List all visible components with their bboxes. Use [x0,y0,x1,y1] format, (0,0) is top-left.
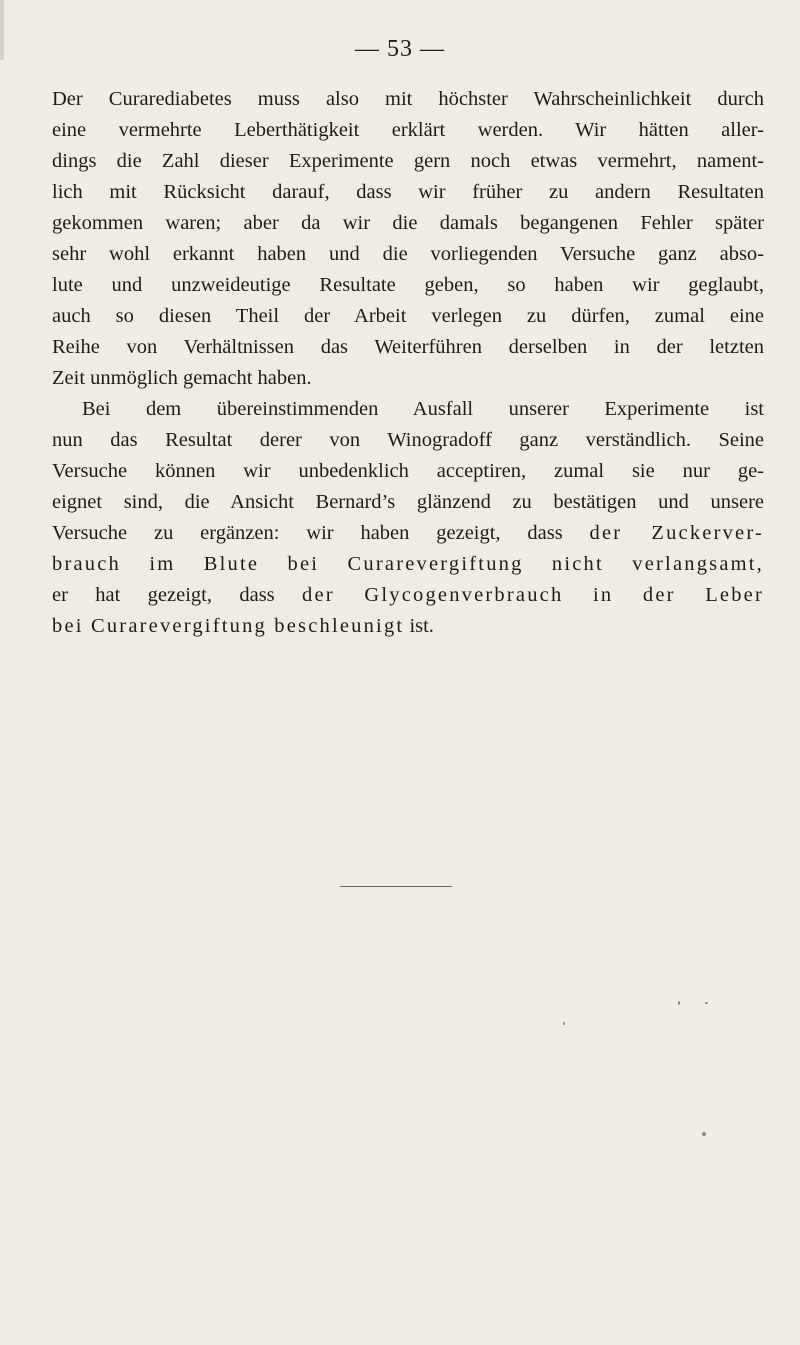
text-line-emphasis [52,580,764,611]
paper-speck [702,1132,706,1136]
text-line: eignet sind, die Ansicht Bernard’s glänzend zu bestätigen und unsere [52,491,764,513]
text-line: auch so diesen Theil der Arbeit verlegen zu dürfen, zumal eine [52,305,764,327]
text-line: sehr wohl erkannt haben und die vorliegenden Versuche ganz abso- [52,243,764,265]
body-text [52,84,764,642]
plain-text: Versuche zu ergänzen: wir haben gezeigt, dass [52,522,590,544]
text-line: eine vermehrte Leberthätigkeit erklärt werden. Wir hätten aller- [52,119,764,141]
text-line: dings die Zahl dieser Experimente gern noch etwas vermehrt, nament- [52,150,764,172]
text-line: gekommen waren; aber da wir die damals begangenen Fehler später [52,212,764,234]
text-line: Reihe von Verhältnissen das Weiterführen derselben in der letzten [52,336,764,358]
section-divider [340,886,452,887]
text-line: lich mit Rücksicht darauf, dass wir früher zu andern Resultaten [52,181,764,203]
spaced-emphasis: brauch im Blute bei Curarevergiftung nicht verlangsamt, [52,553,764,575]
paragraph-2 [52,394,764,642]
text-line: Versuche können wir unbedenklich acceptiren, zumal sie nur ge- [52,460,764,482]
plain-text: er hat gezeigt, dass [52,584,303,606]
paper-speck [563,1022,565,1025]
paper-speck [678,1001,680,1005]
text-line: Zeit unmöglich gemacht haben. [52,367,312,389]
spaced-emphasis: der Zuckerver- [589,522,764,544]
text-line: Der Curarediabetes muss also mit höchster Wahrscheinlichkeit durch [52,88,764,110]
plain-text: ist. [404,615,434,637]
spaced-emphasis: der Glycogenverbrauch in der Leber [302,584,764,606]
text-line: lute und unzweideutige Resultate geben, so haben wir geglaubt, [52,274,764,296]
text-line: Bei dem übereinstimmenden Ausfall unserer Experimente ist [82,398,764,420]
text-line-emphasis [52,518,764,549]
paper-speck [705,1002,708,1004]
paragraph-1 [52,84,764,394]
text-line-emphasis [52,549,764,580]
spaced-emphasis: bei Curarevergiftung beschleunigt [52,615,405,637]
text-line-emphasis [52,611,764,642]
page-number: — 53 — [355,36,445,62]
text-line: nun das Resultat derer von Winogradoff ganz verständlich. Seine [52,429,764,451]
